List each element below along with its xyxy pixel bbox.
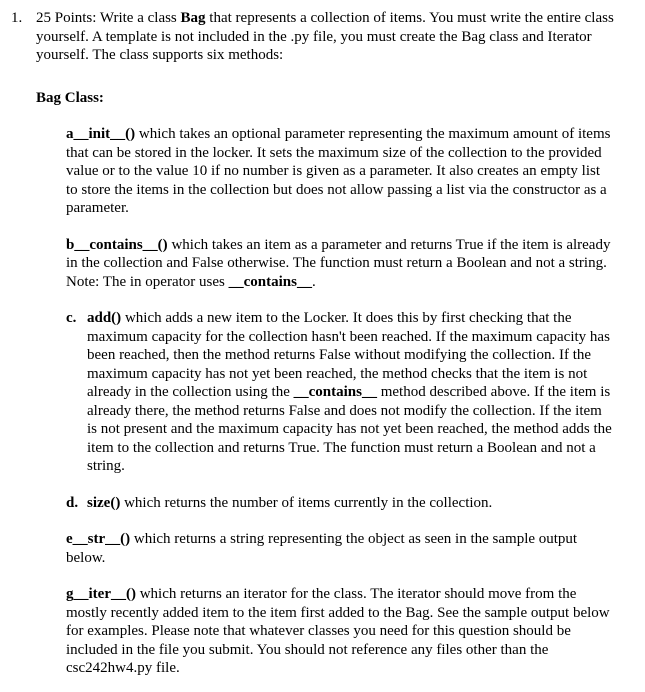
method-init-paragraph: a__init__() which takes an optional parameter representing the maximum amount of items that can be stored in the locker. It sets the maximum size of the collection to the provided value or to the value 10 if no number is given as a parameter. It also creates an empty list to store the items in the collection but does not allow passing a list via the constructor as a parameter. (66, 126, 611, 216)
method-iter-paragraph: g__iter__() which returns an iterator for the class. The iterator should move from the mostly recently added item to the item first added to the Bag. See the sample output below for examples. Please note that whatever classes you need for this question should be included in the file you submit. You should not reference any files other than the csc242hw4.py file. (66, 586, 610, 676)
list-item-body (36, 9, 615, 678)
method-contains-paragraph: b__contains__() which takes an item as a parameter and returns True if the item is already in the collection and False otherwise. The function must return a Boolean and not a string. Note: The in operator uses __contains__. (66, 236, 611, 290)
method-size-paragraph: size() which returns the number of items currently in the collection. (87, 494, 493, 511)
method-size-marker: d. (66, 494, 79, 511)
section-heading: Bag Class: (36, 89, 104, 106)
method-add-marker: c. (66, 310, 77, 326)
numbered-list-item (11, 9, 615, 678)
method-add-item (66, 309, 615, 476)
method-size-item (66, 494, 615, 513)
method-add-paragraph: add() which adds a new item to the Locker. It does this by first checking that the maximum capacity for the collection hasn't been reached. If the maximum capacity has been reached, then the method returns False without modifying the collection. If the maximum capacity has not yet been reached, the method checks that the item is not already in the collection using the __contains__ method described above. If the item is already there, the method returns False and does not modify the collection. If the item is not present and the maximum capacity has not yet been reached, the method adds the item to the collection and returns True. The function must return a Boolean and not a string. (87, 310, 612, 474)
intro-paragraph: 25 Points: Write a class Bag that represents a collection of items. You must write the entire class yourself. A template is not included in the .py file, you must create the Bag class and Iterator yourself. The class supports six methods: (36, 10, 614, 63)
list-number: 1. (11, 10, 23, 26)
methods-list (66, 125, 615, 678)
method-str-paragraph: e__str__() which returns a string representing the object as seen in the sample output below. (66, 531, 578, 566)
